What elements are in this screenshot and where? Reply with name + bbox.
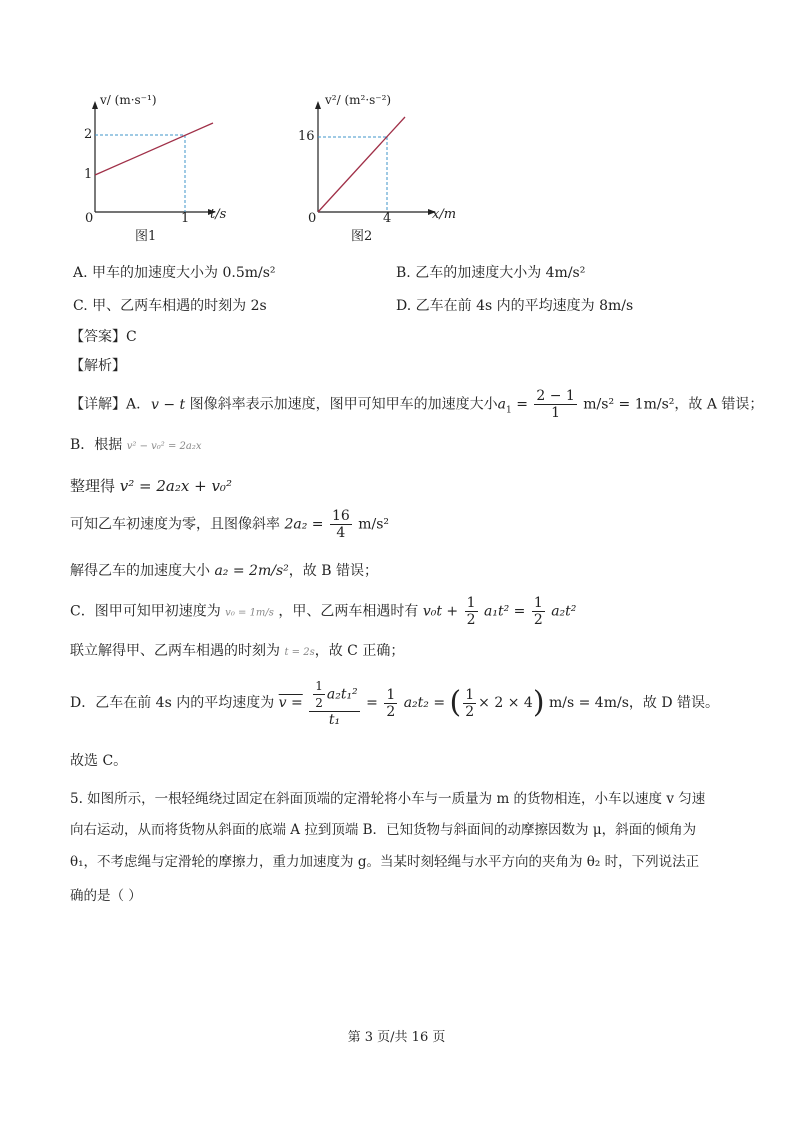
fig1-y-arrow: [92, 101, 98, 109]
detail-b-slope-num: 16: [331, 508, 350, 524]
detail-d-frac-main-den: t₁: [328, 712, 341, 728]
fig2-y-label: v²/ (m²·s⁻²): [325, 93, 392, 107]
option-c: C. 甲、乙两车相遇的时刻为 2s: [73, 298, 267, 314]
detail-a-var: a: [497, 396, 506, 413]
fig1-x-label: t/s: [210, 207, 227, 222]
detail-d-frac-main-num: [309, 678, 359, 712]
detail-a-prefix: 【详解】A.: [70, 396, 141, 413]
detail-d-text: D．乙车在前 4s 内的平均速度为: [70, 695, 275, 711]
fig2-origin: 0: [308, 211, 317, 226]
detail-d-mid: =: [366, 695, 378, 711]
detail-b-arrange: [70, 475, 232, 496]
fig1-tick-1: 1: [84, 167, 93, 182]
detail-d-end: ，故 D 错误。: [628, 695, 720, 711]
detail-b-slope-unit: m/s²: [358, 516, 390, 533]
detail-a-vt: v − t: [151, 396, 186, 413]
detail-c-text1: C．图甲可知甲初速度为: [70, 603, 221, 620]
detail-a-frac-den: 1: [551, 405, 561, 421]
detail-c-solve-text: 联立解得甲、乙两车相遇的时刻为: [70, 643, 280, 659]
detail-d-line: [70, 678, 719, 728]
fig2-line: [318, 117, 405, 212]
detail-c-half-1-num: 1: [466, 595, 476, 611]
detail-d-vbar: v =: [278, 695, 303, 711]
q5-line3: θ₁，不考虑绳与定滑轮的摩擦力，重力加速度为 g。当某时刻轻绳与水平方向的夹角为 θ₂ 时，下列说法正: [70, 854, 700, 870]
detail-c-line: [70, 595, 576, 628]
detail-b-slope-lhs: 2a₂ =: [284, 516, 324, 533]
detail-b-solve: [70, 560, 378, 580]
detail-c-text2: ，甲、乙两车相遇时有: [278, 603, 419, 620]
detail-a-frac-num: 2 − 1: [536, 388, 575, 404]
detail-d-inner-half: [313, 678, 325, 711]
detail-c-v0: v₀ = 1m/s: [225, 607, 274, 619]
detail-b-slope-text: 可知乙车初速度为零，且图像斜率: [70, 516, 280, 533]
detail-c-eq-left: v₀t +: [422, 603, 459, 620]
detail-a-frac: [534, 388, 576, 421]
detail-a-unit: m/s² = 1m/s²: [583, 396, 675, 413]
detail-d-lparen: (: [449, 685, 462, 720]
detail-d-paren-half-den: 2: [465, 703, 475, 720]
detail-d-half-den: 2: [386, 703, 396, 720]
fig1-tick-2: 2: [84, 127, 93, 142]
q5-line4: 确的是（ ）: [70, 888, 142, 904]
detail-d-inner-den: 2: [315, 696, 323, 710]
detail-b-arrange-formula: v² = 2a₂x + v₀²: [119, 477, 232, 495]
q5-line2: 向右运动，从而将货物从斜面的底端 A 拉到顶端 B．已知货物与斜面间的动摩擦因数为 μ，斜面的倾角为: [70, 822, 697, 838]
figure-1-graph: [70, 95, 250, 245]
detail-d-inner-num: 1: [315, 679, 323, 693]
detail-b-label: B．根据: [70, 437, 123, 453]
detail-d-paren-half: [463, 687, 476, 720]
fig2-tick-16: 16: [298, 129, 315, 144]
detail-d-rparen: ): [532, 685, 545, 720]
fig2-tick-x4: 4: [383, 211, 392, 226]
detail-a-sub: 1: [506, 405, 512, 416]
detail-d-num-term: a₂t₁²: [326, 686, 358, 703]
figure-1: [70, 95, 250, 245]
detail-d-half-num: 1: [386, 686, 396, 703]
detail-c-half-1: [465, 595, 478, 628]
detail-d-half: [384, 687, 397, 720]
detail-b-line: [70, 434, 202, 454]
detail-b-end: ，故 B 错误；: [288, 563, 378, 579]
detail-a-text: 图像斜率表示加速度，图甲可知甲车的加速度大小: [189, 396, 498, 413]
detail-d-frac-main: [309, 678, 359, 728]
figure-2: [295, 95, 475, 245]
detail-d-paren-inner: × 2 × 4: [478, 695, 533, 711]
detail-c-eq-right: a₂t²: [551, 603, 577, 620]
fig2-x-label: x/m: [432, 207, 457, 222]
detail-a: 【详解】A. v − t 图像斜率表示加速度，图甲可知甲车的加速度大小$a_1$ = $\frac{2 - 1}{1}$ m/s² = 1m/s²，故 A 错误；: [70, 388, 764, 421]
fig1-caption: 图1: [135, 229, 157, 244]
detail-b-slope: [70, 508, 389, 541]
fig2-caption: 图2: [351, 229, 373, 244]
detail-c-half-1-den: 2: [466, 612, 476, 628]
fig1-y-label: v/ (m·s⁻¹): [100, 93, 157, 107]
q5-line1: 5. 如图所示，一根轻绳绕过固定在斜面顶端的定滑轮将小车与一质量为 m 的货物相连，小车以速度 v 匀速: [70, 791, 706, 807]
detail-b-arrange-label: 整理得: [70, 477, 116, 495]
detail-d-paren-half-num: 1: [465, 686, 475, 703]
fig1-line: [95, 123, 213, 175]
detail-b-solve-text: 解得乙车的加速度大小: [70, 563, 210, 579]
option-a: A. 甲车的加速度大小为 0.5m/s²: [73, 265, 276, 281]
detail-c-end: ，故 C 正确；: [314, 643, 405, 659]
detail-d-result: m/s = 4m/s: [548, 695, 629, 711]
fig1-tick-x1: 1: [181, 211, 190, 226]
detail-c-half-2: [532, 595, 545, 628]
analysis-heading: 【解析】: [70, 358, 126, 374]
detail-c-half-2-den: 2: [533, 612, 543, 628]
detail-c-t: t = 2s: [284, 647, 315, 658]
detail-c-half-2-num: 1: [533, 595, 543, 611]
detail-b-slope-frac: [330, 508, 352, 541]
option-b: B. 乙车的加速度大小为 4m/s²: [396, 265, 586, 281]
detail-d-mid2: a₂t₂ =: [403, 695, 446, 711]
detail-b-formula: v² − v₀² = 2a₂x: [126, 441, 202, 452]
page-footer: 第 3 页/共 16 页: [347, 1030, 446, 1045]
detail-b-solve-formula: a₂ = 2m/s²: [214, 563, 289, 579]
fig2-y-arrow: [315, 101, 321, 109]
option-d: D. 乙车在前 4s 内的平均速度为 8m/s: [396, 298, 634, 314]
detail-c-solve: [70, 640, 404, 660]
detail-b-slope-den: 4: [336, 525, 346, 541]
detail-a-end: ，故 A 错误；: [674, 396, 764, 413]
answer: 【答案】C: [70, 329, 137, 345]
fig1-origin: 0: [85, 211, 94, 226]
detail-c-eq-mid: a₁t² =: [483, 603, 526, 620]
choose-answer: 故选 C。: [70, 753, 128, 769]
